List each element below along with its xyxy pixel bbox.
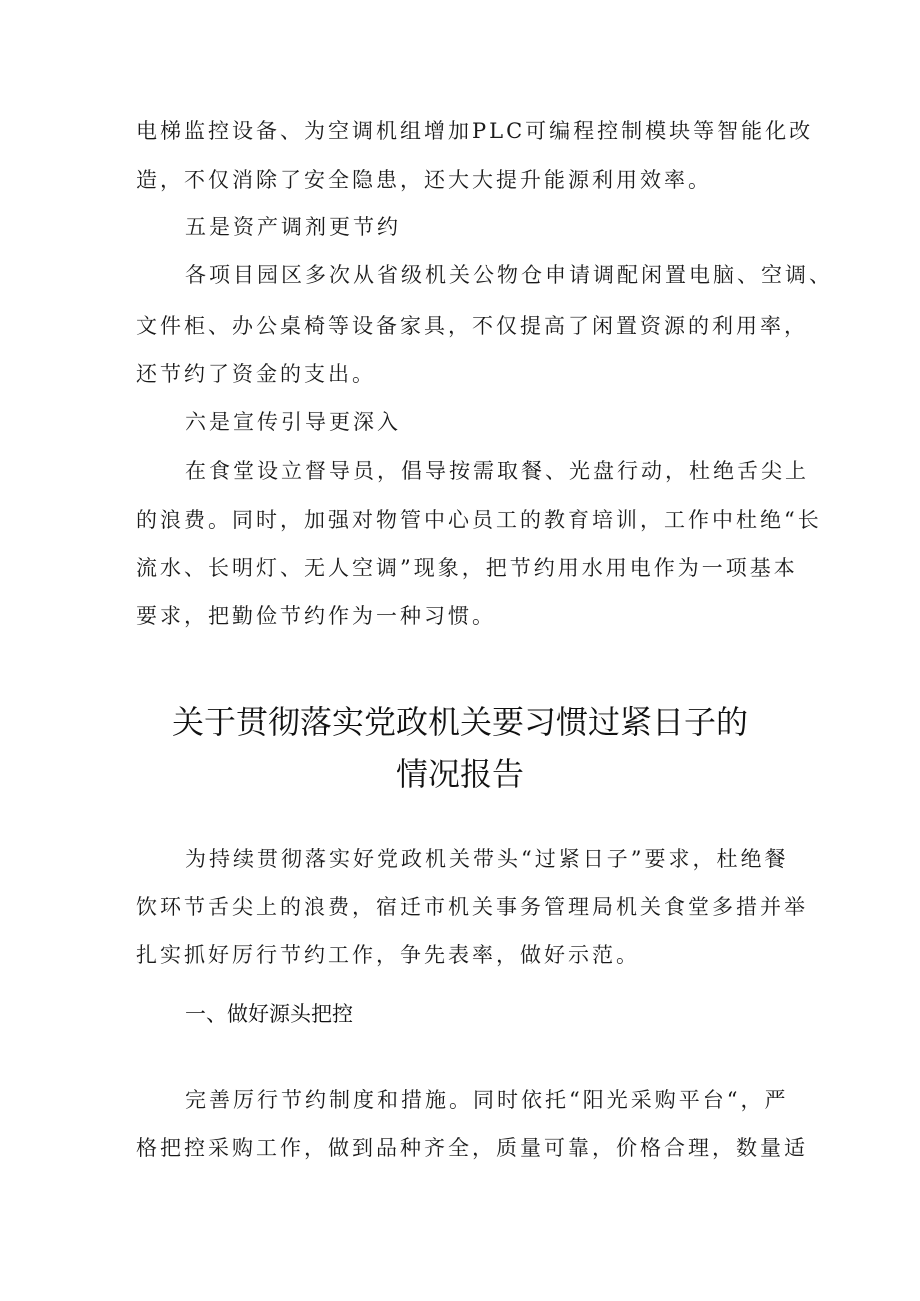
paragraph-line: 各项目园区多次从省级机关公物仓申请调配闲置电脑、空调、	[185, 263, 833, 287]
report-title-line1: 关于贯彻落实党政机关要习惯过紧日子的	[171, 703, 748, 741]
paragraph-line: 饮环节舌尖上的浪费，宿迁市机关事务管理局机关食堂多措并举	[136, 895, 808, 919]
point-six-heading: 六是宣传引导更深入	[185, 410, 401, 434]
paragraph-line: 还节约了资金的支出。	[136, 362, 376, 386]
paragraph-line: 为持续贯彻落实好党政机关带头“过紧日子”要求，杜绝餐	[185, 847, 789, 871]
paragraph-line: 电梯监控设备、为空调机组增加PLC可编程控制模块等智能化改	[136, 119, 814, 143]
paragraph-line: 在食堂设立督导员，倡导按需取餐、光盘行动，杜绝舌尖上	[185, 459, 809, 483]
paragraph-line: 完善厉行节约制度和措施。同时依托“阳光采购平台“，严	[185, 1088, 789, 1112]
paragraph-line: 的浪费。同时，加强对物管中心员工的教育培训，工作中杜绝“长	[136, 508, 822, 532]
paragraph-line: 要求，把勤俭节约作为一种习惯。	[136, 604, 496, 628]
section-one-heading: 一、做好源头把控	[185, 1002, 353, 1026]
paragraph-line: 流水、长明灯、无人空调”现象，把节约用水用电作为一项基本	[136, 556, 798, 580]
paragraph-line: 格把控采购工作，做到品种齐全，质量可靠，价格合理，数量适	[136, 1136, 808, 1160]
paragraph-line: 文件柜、办公桌椅等设备家具，不仅提高了闲置资源的利用率，	[136, 314, 808, 338]
paragraph-line: 扎实抓好厉行节约工作，争先表率，做好示范。	[136, 943, 640, 967]
paragraph-line: 造，不仅消除了安全隐患，还大大提升能源利用效率。	[136, 168, 712, 192]
point-five-heading: 五是资产调剂更节约	[185, 215, 401, 239]
report-title-line2: 情况报告	[395, 755, 524, 793]
